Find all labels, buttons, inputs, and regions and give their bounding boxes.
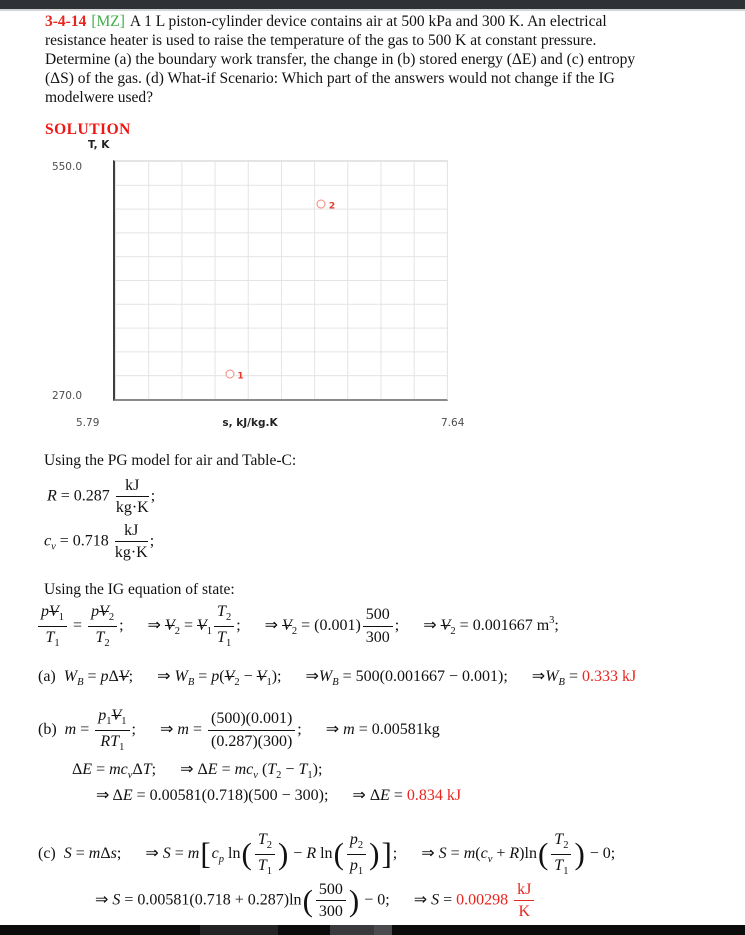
- fraction: $\frac{kJ}{K}$: [514, 880, 534, 921]
- solution-heading: SOLUTION: [45, 121, 131, 138]
- equation-part-c-entropy-result: ⇒ S = 0.00581(0.718 + 0.287)ln( $\frac{500}{300}$ ) − 0; ⇒ S = 0.00298 $\frac{kJ}{K}$: [95, 880, 536, 921]
- fraction: $\frac{p_2}{p_1}$: [347, 830, 366, 878]
- x-axis-label: s, kJ/kg.K: [222, 417, 278, 429]
- fraction: $\frac{T_2}{T_1}$: [551, 830, 571, 878]
- state-point-1: [225, 369, 244, 381]
- problem-text: A 1 L piston-cylinder device contains air at 500 kPa and 300 K. An electrical: [129, 13, 607, 30]
- fraction: $\frac{500}{300}$: [363, 605, 393, 646]
- y-tick-top: 550.0: [51, 161, 82, 173]
- fraction: $\frac{p_1V_1}{RT_1}$: [95, 706, 129, 754]
- equation-ideal-gas-state: $\frac{pV_1}{T_1}$ = $\frac{pV_2}{T_2}$ ; ⇒ $V_2 = V_1$ $\frac{T_2}{T_1}$ ; ⇒ $V_2 = (0.001)$ $\frac{500}{300}$ ; ⇒ $V_2 = 0.001667$ $m^3$;: [36, 602, 559, 650]
- state-point-label: 2: [328, 201, 336, 211]
- equation-part-c-entropy: (c) S = mΔs; ⇒ $S = m[c_p$ ln( $\frac{T_2}{T_1}$ ) − R ln( $\frac{p_2}{p_1}$ )]; ⇒ $S = m(c_v + R)\ln$( $\frac{T_2}{T_1}$ ) − 0;: [38, 831, 616, 877]
- fraction: $\frac{kJ}{kg\cdot K}$: [115, 477, 149, 517]
- problem-line: (ΔS) of the gas. (d) What-if Scenario: Which part of the answers would not change if the IG: [45, 69, 615, 87]
- state-point-2: [317, 199, 336, 211]
- taskbar-segment: [200, 925, 278, 935]
- equation-part-a-boundary-work: (a) $W_B = p\Delta V$; ⇒ $W_B = p(V_2 - V_1)$; $\Rightarrow W_B = 500(0.001667 - 0.001)$; $\Rightarrow W_B = 0.333$ kJ: [38, 668, 637, 688]
- fraction: $\frac{(500)(0.001)}{(0.287)(300)}$: [208, 709, 295, 750]
- equation-part-b-mass: (b) m = $\frac{p_1V_1}{RT_1}$ ; ⇒ m = $\frac{(500)(0.001)}{(0.287)(300)}$ ; ⇒ m = 0.00581kg: [38, 707, 440, 753]
- problem-tag: [MZ]: [91, 13, 125, 30]
- fraction: $\frac{kJ}{kg\cdot K}$: [114, 522, 148, 562]
- y-tick-bottom: 270.0: [51, 390, 82, 402]
- problem-line: Determine (a) the boundary work transfer, the change in (b) stored energy (ΔE) and (c) entropy: [45, 50, 636, 68]
- problem-line: [45, 13, 710, 32]
- taskbar-segment: [330, 925, 374, 935]
- state-point-label: 1: [237, 371, 244, 381]
- problem-number: 3-4-14: [45, 13, 87, 30]
- y-axis-label: T, K: [88, 139, 110, 151]
- pg-model-intro: Using the PG model for air and Table-C:: [44, 452, 297, 469]
- x-tick-left: 5.79: [76, 417, 100, 429]
- equation-gas-constant: R = 0.287 $\frac{kJ}{kg\cdot K}$ ;: [47, 477, 156, 517]
- fraction: $\frac{pV_2}{T_2}$: [88, 602, 117, 650]
- taskbar: [0, 925, 745, 935]
- fraction: $\frac{T_2}{T_1}$: [214, 602, 234, 650]
- equation-cv: $c_v = 0.718$ $\frac{kJ}{kg\cdot K}$ ;: [44, 522, 155, 562]
- fraction: $\frac{T_2}{T_1}$: [255, 830, 275, 878]
- equation-part-b-energy-result: ⇒ ΔE = 0.00581(0.718)(500 − 300); ⇒ ΔE = 0.834 kJ: [96, 787, 462, 804]
- equation-part-b-energy: $\Delta E = mc_v\Delta T$; ⇒ $\Delta E = mc_v$ $(T_2 - T_1)$;: [72, 761, 323, 781]
- ts-diagram-plot-area: [113, 160, 448, 401]
- fraction: $\frac{pV_1}{T_1}$: [38, 602, 67, 650]
- problem-line: resistance heater is used to raise the temperature of the gas to 500 K at constant pressure.: [45, 31, 597, 49]
- ig-equation-intro: Using the IG equation of state:: [44, 581, 235, 598]
- problem-line: modelwere used?: [45, 88, 154, 106]
- problem-statement: [45, 13, 710, 108]
- x-tick-right: 7.64: [441, 417, 465, 429]
- fraction: $\frac{500}{300}$: [316, 880, 346, 921]
- taskbar-segment: [374, 925, 392, 935]
- window-top-bar: [0, 0, 745, 11]
